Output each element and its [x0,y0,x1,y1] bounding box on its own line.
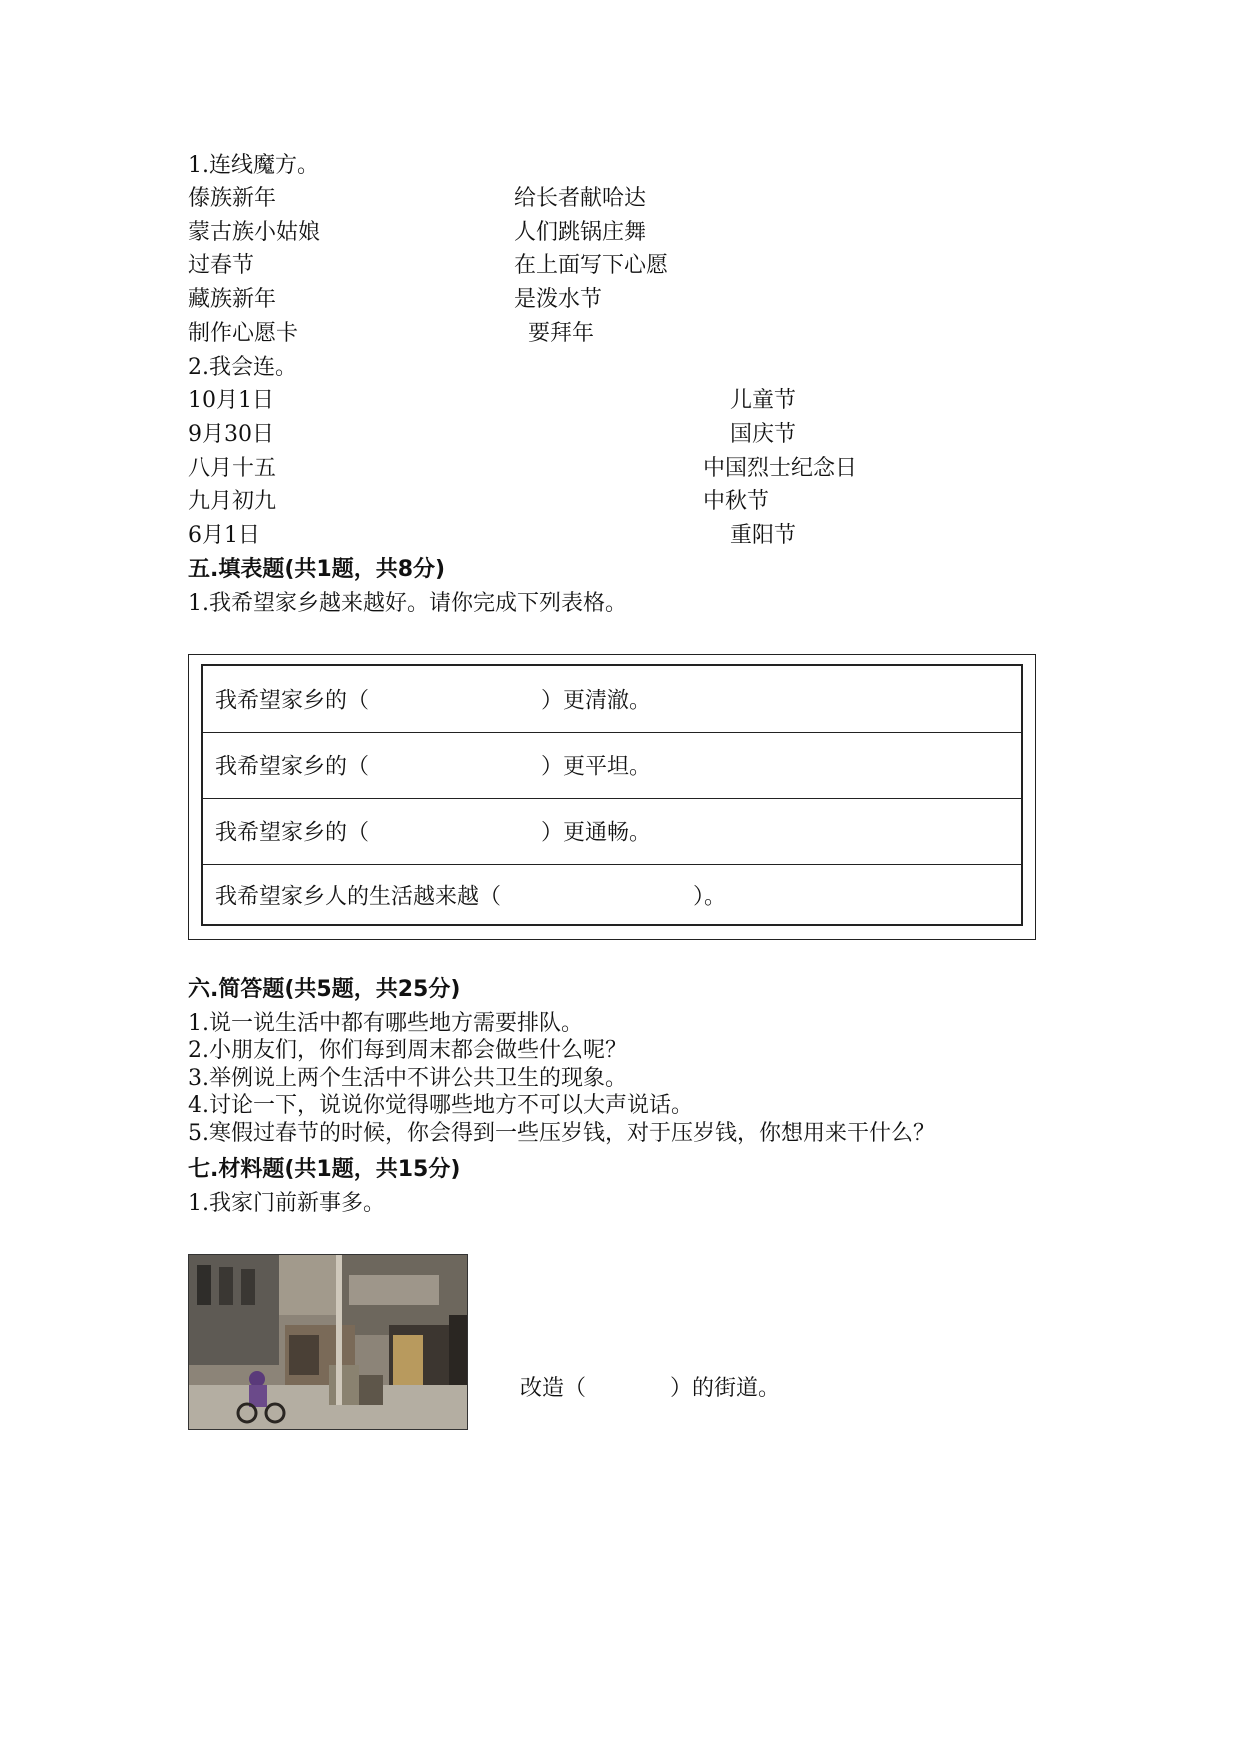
photo-caption-end: ）的街道。 [670,1376,781,1401]
row-text-start: 我希望家乡人的生活越来越（ [215,884,502,910]
table-row [203,798,1021,865]
section-heading: 六.简答题(共5题，共25分) [188,977,461,1002]
q1-right-item: 要拜年 [528,321,595,346]
q2-left-item: 10月1日 [188,388,274,413]
q2-left-item: 八月十五 [188,456,277,481]
q2-right-item: 国庆节 [730,422,797,447]
fill-table-inner [201,664,1023,926]
section-heading: 五.填表题(共1题，共8分) [188,557,446,582]
q1-left-item: 过春节 [188,253,255,278]
q2-right-item: 儿童节 [730,388,797,413]
q1-title: 1.连线魔方。 [188,153,319,178]
q2-right-item: 中国烈士纪念日 [703,456,858,481]
q1-right-item: 人们跳锅庄舞 [514,220,647,245]
question-text: 3.举例说上两个生活中不讲公共卫生的现象。 [188,1066,627,1091]
row-text-end: ）更通畅。 [541,820,652,846]
q1-left-item: 藏族新年 [188,287,277,312]
fill-table [188,654,1036,940]
q1-left-item: 蒙古族小姑娘 [188,220,321,245]
table-row [203,732,1021,799]
q1-left-item: 傣族新年 [188,186,277,211]
row-text-start: 我希望家乡的（ [215,754,370,780]
q2-left-item: 9月30日 [188,422,274,447]
table-row [203,864,1021,926]
q2-title: 2.我会连。 [188,355,297,380]
question-text: 4.讨论一下，说说你觉得哪些地方不可以大声说话。 [188,1093,693,1118]
q2-right-item: 中秋节 [703,489,770,514]
row-text-end: ）更平坦。 [541,754,652,780]
q1-left-item: 制作心愿卡 [188,321,299,346]
row-text-end: ）。 [693,884,727,910]
q1-right-item: 是泼水节 [514,287,603,312]
photo-caption-start: 改造（ [520,1376,587,1401]
table-row [203,666,1021,733]
section-heading: 七.材料题(共1题，共15分) [188,1157,461,1182]
row-text-end: ）更清澈。 [541,688,652,714]
row-text-start: 我希望家乡的（ [215,820,370,846]
old-street-photo [188,1254,468,1430]
q1-right-item: 给长者献哈达 [514,186,647,211]
question-text: 1.我家门前新事多。 [188,1191,385,1216]
question-text: 1.我希望家乡越来越好。请你完成下列表格。 [188,591,627,616]
q2-right-item: 重阳节 [730,523,797,548]
q2-left-item: 6月1日 [188,523,260,548]
question-text: 1.说一说生活中都有哪些地方需要排队。 [188,1011,583,1036]
row-text-start: 我希望家乡的（ [215,688,370,714]
q2-left-item: 九月初九 [188,489,277,514]
q1-right-item: 在上面写下心愿 [514,253,669,278]
question-text: 5.寒假过春节的时候，你会得到一些压岁钱，对于压岁钱，你想用来干什么？ [188,1121,935,1146]
question-text: 2.小朋友们，你们每到周末都会做些什么呢？ [188,1038,627,1063]
